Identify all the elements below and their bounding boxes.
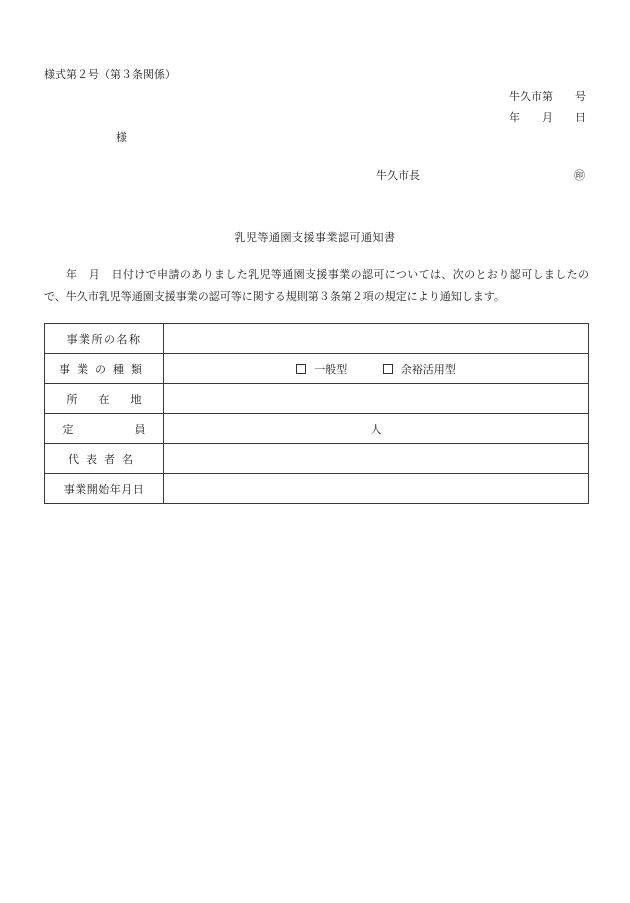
checkbox-icon[interactable]: [383, 364, 393, 374]
capacity-field[interactable]: 人: [164, 414, 589, 444]
table-row: [45, 474, 589, 504]
row-label: 代表者名: [45, 444, 164, 474]
notification-body: 年 月 日付けで申請のありました乳児等通園支援事業の認可については、次のとおり認可しましたので、牛久市乳児等通園支援事業の認可等に関する規則第３条第２項の規定により通知します。: [44, 268, 589, 303]
facility-name-field[interactable]: [164, 324, 589, 354]
checkbox-icon[interactable]: [296, 364, 306, 374]
issuer-document-number: 牛久市第 号: [509, 90, 586, 103]
document-title: 乳児等通園支援事業認可通知書: [234, 231, 396, 244]
row-label: 所在地: [45, 384, 164, 414]
representative-name-field[interactable]: [164, 444, 589, 474]
table-row: [45, 414, 589, 444]
table-row: [45, 324, 589, 354]
row-label: 事業の種類: [45, 354, 164, 384]
recipient-honorific: 様: [116, 131, 127, 144]
mayor-title: 牛久市長: [376, 169, 420, 182]
business-type-field: [164, 354, 589, 384]
row-label: 定員: [45, 414, 164, 444]
table-row: [45, 354, 589, 384]
form-number-label: 様式第２号（第３条関係）: [44, 68, 176, 81]
business-type-option[interactable]: 余裕活用型: [383, 361, 456, 377]
start-date-field[interactable]: [164, 474, 589, 504]
address-field[interactable]: [164, 384, 589, 414]
table-row: [45, 384, 589, 414]
seal-mark: ㊞: [574, 169, 585, 182]
table-row: [45, 444, 589, 474]
business-type-option[interactable]: 一般型: [296, 361, 347, 377]
facility-info-table: [44, 323, 589, 504]
row-label: 事業開始年月日: [45, 474, 164, 504]
row-label: 事業所の名称: [45, 324, 164, 354]
issue-date: 年 月 日: [509, 111, 586, 124]
